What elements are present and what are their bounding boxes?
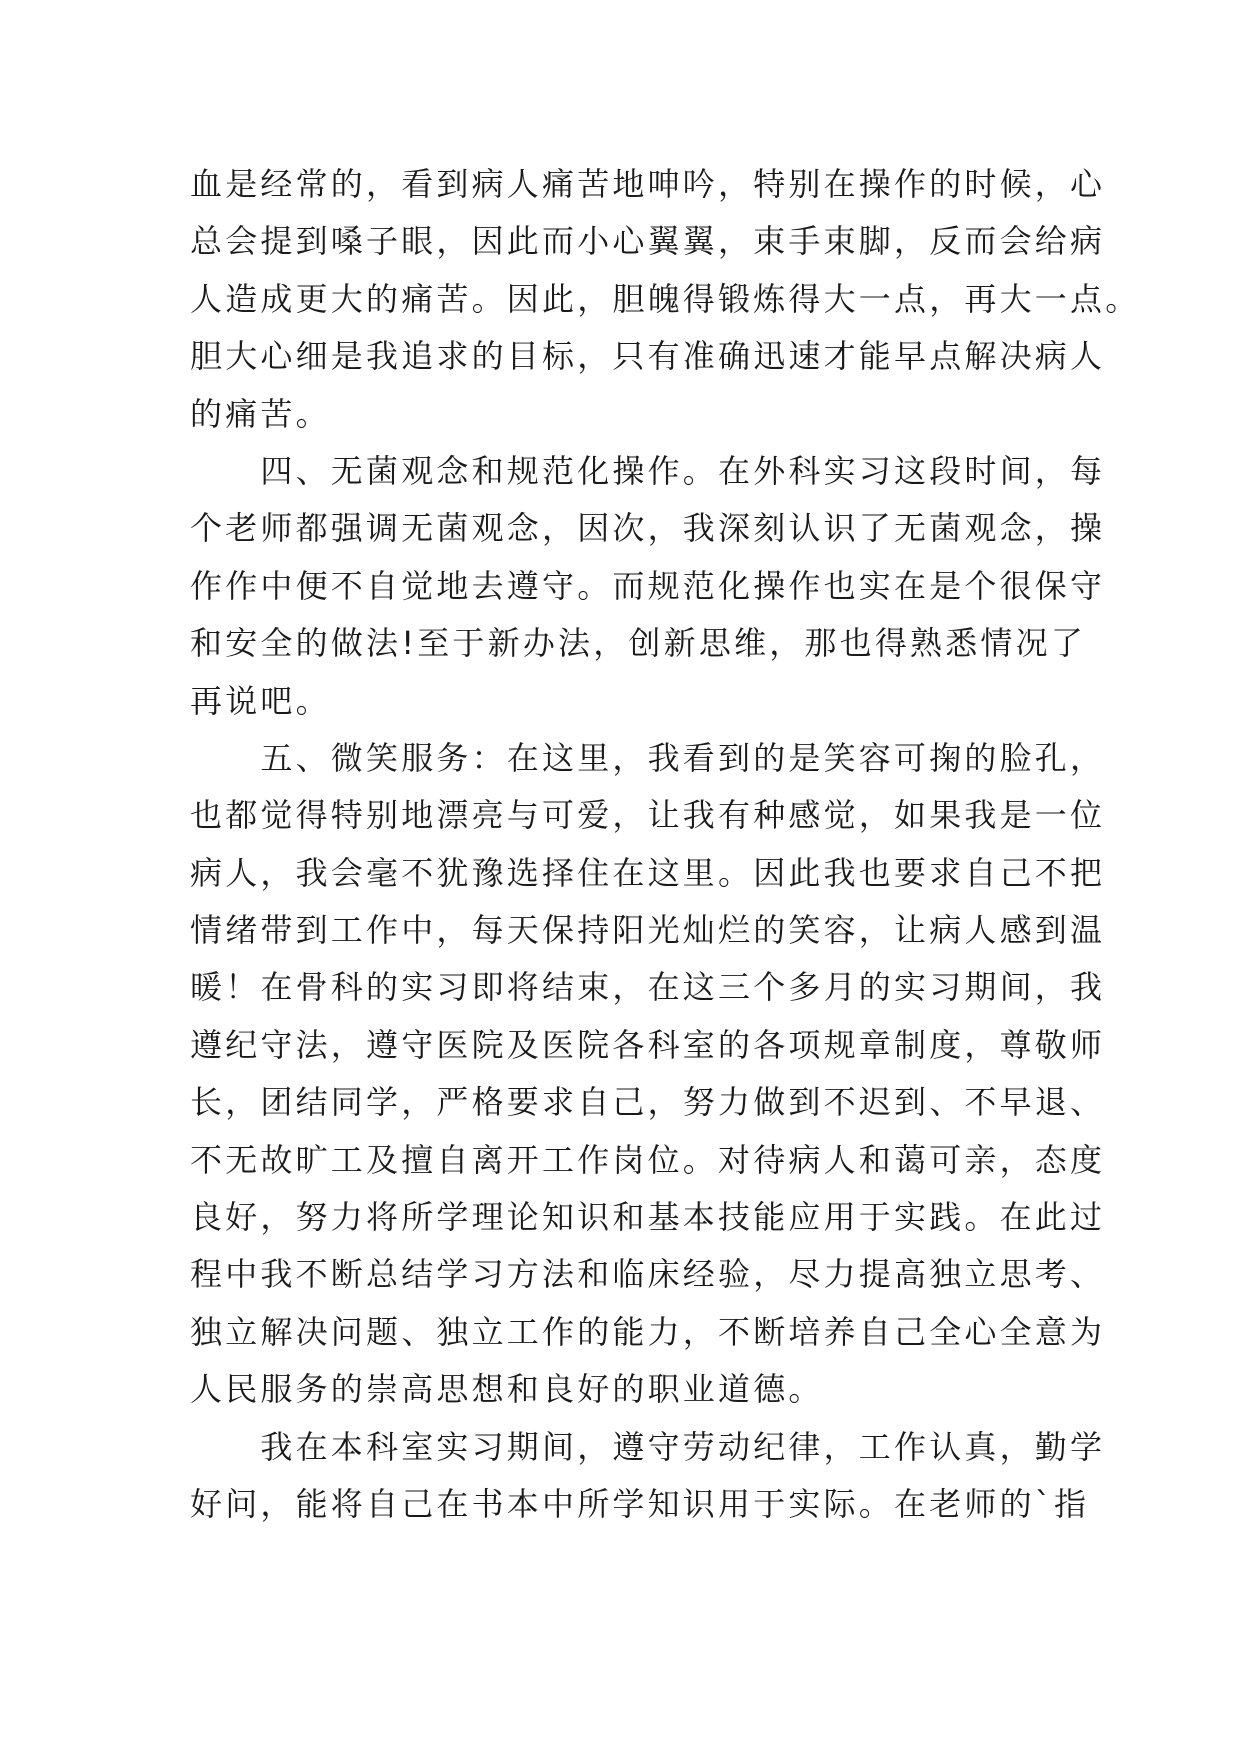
text-line: 好问，能将自己在书本中所学知识用于实际。在老师的`指 [190,1484,1090,1523]
text-line: 良好，努力将所学理论知识和基本技能应用于实践。在此过 [190,1198,1106,1237]
text-line: 总会提到嗓子眼，因此而小心翼翼，束手束脚，反而会给病 [190,222,1106,261]
text-line: 作作中便不自觉地去遵守。而规范化操作也实在是个很保守 [190,566,1106,605]
text-line: 五、微笑服务：在这里，我看到的是笑容可掬的脸孔， [190,738,1106,777]
text-line: 暖！在骨科的实习即将结束，在这三个多月的实习期间，我 [190,968,1106,1007]
text-line: 程中我不断总结学习方法和临床经验，尽力提高独立思考、 [190,1255,1106,1294]
text-line: 的痛苦。 [190,394,331,433]
text-line: 人造成更大的痛苦。因此，胆魄得锻炼得大一点，再大一点。 [190,279,1141,318]
text-line: 血是经常的，看到病人痛苦地呻吟，特别在操作的时候，心 [190,165,1106,203]
text-line: 我在本科室实习期间，遵守劳动纪律，工作认真，勤学 [190,1427,1106,1466]
text-line: 人民服务的崇高思想和良好的职业道德。 [190,1370,824,1409]
text-line: 不无故旷工及擅自离开工作岗位。对待病人和蔼可亲，态度 [190,1140,1106,1179]
text-line: 情绪带到工作中，每天保持阳光灿烂的笑容，让病人感到温 [190,911,1106,950]
text-line: 胆大心细是我追求的目标，只有准确迅速才能早点解决病人 [190,337,1106,376]
document-body [190,156,1141,1533]
text-line: 四、无菌观念和规范化操作。在外科实习这段时间，每 [190,451,1106,490]
text-line: 独立解决问题、独立工作的能力，不断培养自己全心全意为 [190,1312,1106,1351]
text-line: 遵纪守法，遵守医院及医院各科室的各项规章制度，尊敬师 [190,1025,1106,1064]
text-line: 个老师都强调无菌观念，因次，我深刻认识了无菌观念，操 [190,509,1106,548]
text-line: 病人，我会毫不犹豫选择住在这里。因此我也要求自己不把 [190,853,1106,892]
text-line: 长，团结同学，严格要求自己，努力做到不迟到、不早退、 [190,1083,1106,1122]
text-line: 也都觉得特别地漂亮与可爱，让我有种感觉，如果我是一位 [190,796,1106,835]
text-line: 和安全的做法!至于新办法，创新思维，那也得熟悉情况了 [190,624,1087,663]
text-line: 再说吧。 [190,681,331,720]
